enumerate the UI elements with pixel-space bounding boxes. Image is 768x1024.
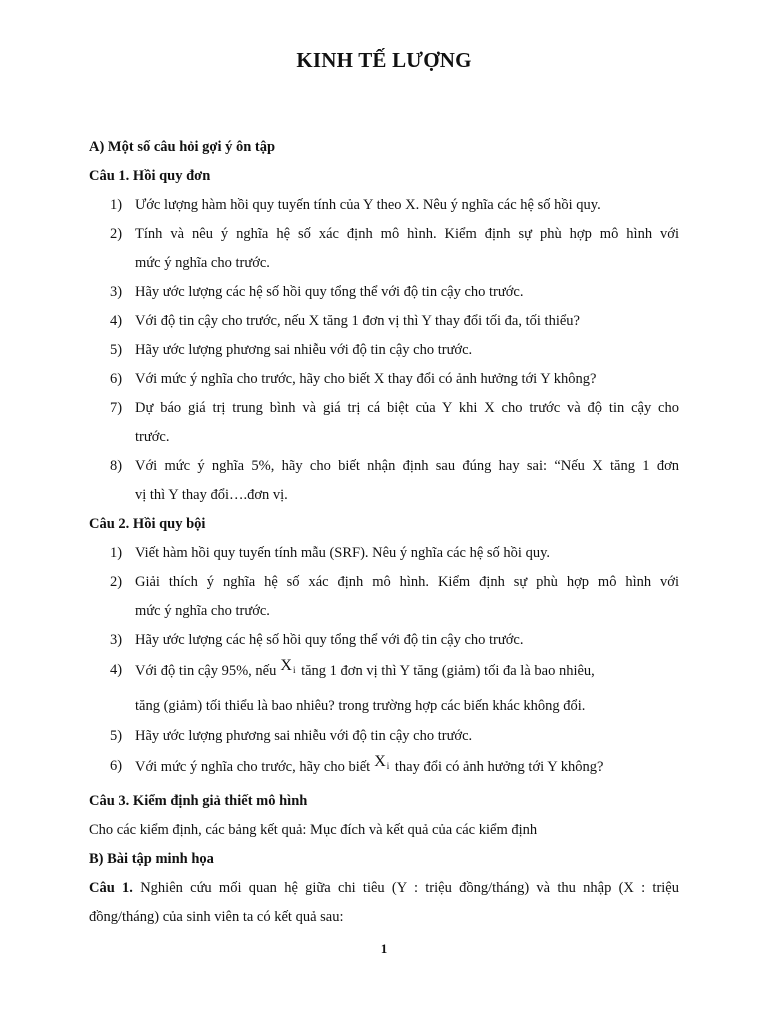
item-text: Hãy ước lượng các hệ số hồi quy tổng thể với độ tin cậy cho trước. [135, 632, 524, 648]
item-text-line-1 [135, 655, 679, 691]
item-text-line-1: Giải thích ý nghĩa hệ số xác định mô hình. Kiểm định sự phù hợp mô hình với [135, 574, 679, 590]
item-text: Ước lượng hàm hồi quy tuyến tính của Y theo X. Nêu ý nghĩa các hệ số hồi quy. [135, 197, 601, 213]
list-item: 1) Ước lượng hàm hồi quy tuyến tính của Y theo X. Nêu ý nghĩa các hệ số hồi quy. [110, 197, 601, 213]
item-text: Với mức ý nghĩa cho trước, hãy cho biết X thay đổi có ảnh hưởng tới Y không? [135, 371, 597, 387]
question-1-heading: Câu 1. Hồi quy đơn [89, 168, 211, 184]
list-item: 6) Với mức ý nghĩa cho trước, hãy cho biết $X_i$ thay đổi có ảnh hưởng tới Y không? [110, 753, 604, 775]
item-text-line-2: vị thì Y thay đổi….đơn vị. [135, 487, 288, 503]
list-item: 3) Hãy ước lượng các hệ số hồi quy tổng thể với độ tin cậy cho trước. [110, 632, 524, 648]
exercise-1-line-1: Câu 1. Nghiên cứu mối quan hệ giữa chi tiêu (Y : triệu đồng/tháng) và thu nhập (X : triệu [89, 880, 679, 896]
list-item: 3) Hãy ước lượng các hệ số hồi quy tổng thể với độ tin cậy cho trước. [110, 284, 524, 300]
list-item: 5) Hãy ước lượng phương sai nhiễu với độ tin cậy cho trước. [110, 728, 473, 744]
variable-x-i: $X_i$ [374, 753, 390, 771]
list-item: 5) Hãy ước lượng phương sai nhiễu với độ tin cậy cho trước. [110, 342, 473, 358]
section-a-heading: A) Một số câu hỏi gợi ý ôn tập [89, 139, 276, 155]
item-text-pre: Với mức ý nghĩa cho trước, hãy cho biết [135, 759, 371, 775]
list-item: 4) Với độ tin cậy cho trước, nếu X tăng 1 đơn vị thì Y thay đổi tối đa, tối thiểu? [110, 313, 580, 329]
exercise-1-label: Câu 1. [89, 880, 133, 896]
document-title: KINH TẾ LƯỢNG [296, 48, 472, 72]
list-item: 8) Với mức ý nghĩa 5%, hãy cho biết nhận định sau đúng hay sai: “Nếu X tăng 1 đơn vị thì Y thay đổi….đơn vị. [89, 452, 679, 510]
item-text-post: thay đổi có ảnh hưởng tới Y không? [394, 759, 604, 775]
item-text: Hãy ước lượng phương sai nhiễu với độ tin cậy cho trước. [135, 342, 473, 358]
item-text-post: tăng 1 đơn vị thì Y tăng (giảm) tối đa là bao nhiêu, [301, 663, 595, 679]
list-item: 1) Viết hàm hồi quy tuyến tính mẫu (SRF). Nêu ý nghĩa các hệ số hồi quy. [110, 545, 550, 561]
document-body [89, 133, 679, 932]
exercise-1-text [89, 874, 679, 932]
list-item: 4) Với độ tin cậy 95%, nếu $X_i$ tăng 1 đơn vị thì Y tăng (giảm) tối đa là bao nhiêu, tăng (giảm) tối thiểu là bao nhiêu? trong trường hợp các biến khác không đổi. [89, 655, 679, 722]
item-text-line-2: trước. [135, 429, 170, 445]
list-item: 2) Giải thích ý nghĩa hệ số xác định mô hình. Kiểm định sự phù hợp mô hình với mức ý nghĩa cho trước. [89, 568, 679, 626]
item-text: Viết hàm hồi quy tuyến tính mẫu (SRF). Nêu ý nghĩa các hệ số hồi quy. [135, 545, 550, 561]
variable-x-i: $X_i$ [280, 657, 296, 675]
list-item: 7) Dự báo giá trị trung bình và giá trị cá biệt của Y khi X cho trước và độ tin cậy cho trước. [89, 394, 679, 452]
item-text-line-1: Dự báo giá trị trung bình và giá trị cá biệt của Y khi X cho trước và độ tin cậy cho [135, 400, 679, 416]
item-text-line-2: mức ý nghĩa cho trước. [135, 255, 270, 271]
question-2-heading: Câu 2. Hồi quy bội [89, 516, 206, 532]
item-text-line-1: Tính và nêu ý nghĩa hệ số xác định mô hình. Kiểm định sự phù hợp mô hình với [135, 226, 679, 242]
question-3-text: Cho các kiểm định, các bảng kết quả: Mục đích và kết quả của các kiểm định [89, 822, 538, 838]
section-b-heading: B) Bài tập minh họa [89, 851, 214, 867]
question-2-list [89, 539, 679, 787]
item-text-line-1: Với mức ý nghĩa 5%, hãy cho biết nhận định sau đúng hay sai: “Nếu X tăng 1 đơn [135, 458, 679, 474]
list-item: 2) Tính và nêu ý nghĩa hệ số xác định mô hình. Kiểm định sự phù hợp mô hình với mức ý nghĩa cho trước. [89, 220, 679, 278]
item-text-line-2: mức ý nghĩa cho trước. [135, 603, 270, 619]
item-text: Hãy ước lượng phương sai nhiễu với độ tin cậy cho trước. [135, 728, 473, 744]
item-text: Hãy ước lượng các hệ số hồi quy tổng thể với độ tin cậy cho trước. [135, 284, 524, 300]
page-number: 1 [380, 941, 388, 956]
item-text: Với độ tin cậy cho trước, nếu X tăng 1 đơn vị thì Y thay đổi tối đa, tối thiểu? [135, 313, 580, 329]
question-3-heading: Câu 3. Kiểm định giả thiết mô hình [89, 793, 308, 809]
question-1-list [89, 191, 679, 510]
list-item: 6) Với mức ý nghĩa cho trước, hãy cho biết X thay đổi có ảnh hưởng tới Y không? [110, 371, 597, 387]
item-text-pre: Với độ tin cậy 95%, nếu [135, 663, 277, 679]
exercise-1-line-2: đồng/tháng) của sinh viên ta có kết quả sau: [89, 909, 344, 925]
item-text-line-2: tăng (giảm) tối thiểu là bao nhiêu? trong trường hợp các biến khác không đổi. [135, 698, 586, 714]
